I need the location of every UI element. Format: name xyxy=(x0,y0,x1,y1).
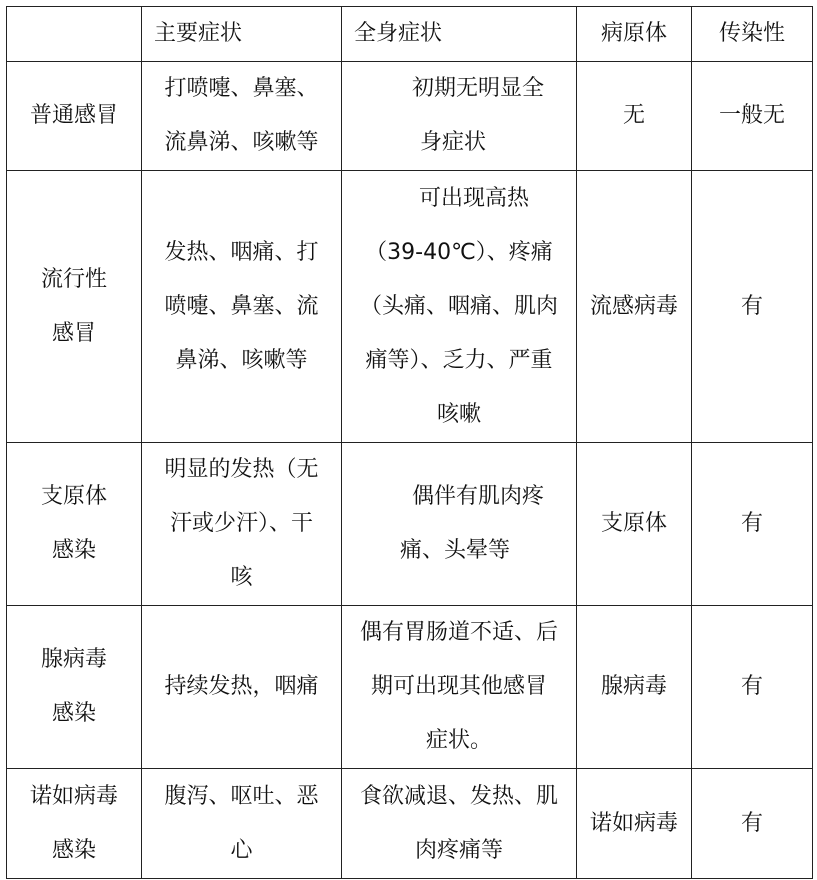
systemic-symptoms-line: 偶伴有肌肉疼 xyxy=(412,484,545,509)
main-symptoms-line: 明显的发热（无 xyxy=(164,457,319,482)
header-main-symptoms: 主要症状 xyxy=(142,7,342,62)
header-row xyxy=(7,7,813,62)
contagious: 有 xyxy=(692,606,813,769)
main-symptoms xyxy=(142,171,342,443)
main-symptoms xyxy=(142,606,342,769)
systemic-symptoms-line: 食欲减退、发热、肌 xyxy=(359,783,558,809)
disease-name xyxy=(7,606,142,769)
disease-name-line: 感冒 xyxy=(51,320,96,346)
systemic-symptoms-line: （头痛、咽痛、肌肉 xyxy=(359,293,558,319)
contagious: 有 xyxy=(692,443,813,606)
systemic-symptoms-line: 初期无明显全 xyxy=(412,76,545,101)
pathogen: 腺病毒 xyxy=(577,606,692,769)
table-row xyxy=(7,171,813,443)
pathogen: 无 xyxy=(577,62,692,171)
main-symptoms-line: 打喷嚏、鼻塞、 xyxy=(164,76,319,101)
main-symptoms xyxy=(142,443,342,606)
table-row xyxy=(7,443,813,606)
table-row xyxy=(7,62,813,171)
systemic-symptoms-line: 身症状 xyxy=(420,130,487,155)
disease-name xyxy=(7,769,142,879)
main-symptoms-line: 发热、咽痛、打 xyxy=(164,239,319,265)
systemic-symptoms-line: 症状。 xyxy=(425,728,492,753)
pathogen: 流感病毒 xyxy=(577,171,692,443)
systemic-symptoms-line: 肉疼痛等 xyxy=(414,837,503,863)
disease-name xyxy=(7,443,142,606)
header-systemic-symptoms: 全身症状 xyxy=(342,7,577,62)
header-contagious: 传染性 xyxy=(692,7,813,62)
disease-name xyxy=(7,62,142,171)
disease-name xyxy=(7,171,142,443)
disease-name-line: 腺病毒 xyxy=(40,647,107,672)
disease-name-line: 感染 xyxy=(51,538,96,563)
disease-name-line: 感染 xyxy=(51,837,96,863)
systemic-symptoms-line: 偶有胃肠道不适、后 xyxy=(359,620,558,645)
main-symptoms xyxy=(142,62,342,171)
systemic-symptoms-line: 痛等）、乏力、严重 xyxy=(365,347,553,373)
header-pathogen: 病原体 xyxy=(577,7,692,62)
systemic-symptoms-line: 痛、头晕等 xyxy=(400,538,511,563)
contagious: 一般无 xyxy=(692,62,813,171)
main-symptoms-line: 鼻涕、咳嗽等 xyxy=(175,347,308,373)
disease-name-line: 支原体 xyxy=(40,484,107,509)
systemic-symptoms xyxy=(342,443,577,606)
systemic-symptoms xyxy=(342,171,577,443)
systemic-symptoms xyxy=(342,62,577,171)
disease-name-line: 感染 xyxy=(51,701,96,726)
main-symptoms-line: 喷嚏、鼻塞、流 xyxy=(164,293,319,319)
systemic-symptoms-line: 可出现高热 xyxy=(418,185,529,211)
main-symptoms xyxy=(142,769,342,879)
contagious: 有 xyxy=(692,171,813,443)
main-symptoms-line: 流鼻涕、咳嗽等 xyxy=(164,130,319,155)
systemic-symptoms xyxy=(342,769,577,879)
main-symptoms-line: 汗或少汗）、干 xyxy=(169,511,313,536)
header-cell-empty xyxy=(7,7,142,62)
table-row xyxy=(7,606,813,769)
main-symptoms-line: 心 xyxy=(230,837,253,863)
pathogen: 支原体 xyxy=(577,443,692,606)
systemic-symptoms-line: （39-40℃）、疼痛 xyxy=(365,239,553,265)
main-symptoms-line: 持续发热，咽痛 xyxy=(164,674,319,699)
disease-name-line: 流行性 xyxy=(40,266,107,292)
contagious: 有 xyxy=(692,769,813,879)
systemic-symptoms-line: 期可出现其他感冒 xyxy=(370,674,547,699)
systemic-symptoms-line: 咳嗽 xyxy=(436,401,481,427)
disease-name-line: 普通感冒 xyxy=(29,103,118,128)
pathogen: 诺如病毒 xyxy=(577,769,692,879)
systemic-symptoms xyxy=(342,606,577,769)
comparison-table xyxy=(6,6,813,879)
main-symptoms-line: 咳 xyxy=(230,565,253,590)
disease-name-line: 诺如病毒 xyxy=(29,783,118,809)
main-symptoms-line: 腹泻、呕吐、恶 xyxy=(164,783,319,809)
table-row xyxy=(7,769,813,879)
